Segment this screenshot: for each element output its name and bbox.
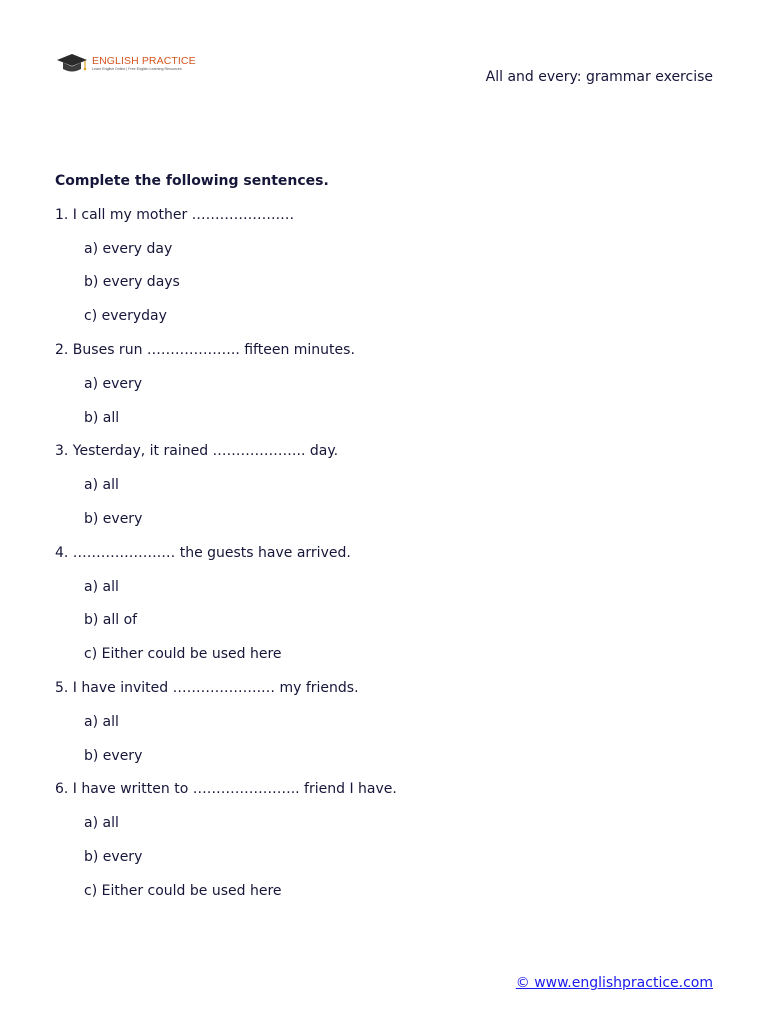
question-6 <box>55 780 715 915</box>
logo-name: ENGLISH PRACTICE <box>92 54 196 67</box>
question-3 <box>55 442 715 543</box>
question-prompt: 1. I call my mother ……………….… <box>55 206 295 223</box>
option-c: c) Either could be used here <box>84 882 282 899</box>
exercise <box>55 172 715 916</box>
footer-link[interactable]: © www.englishpractice.com <box>515 975 713 991</box>
question-prompt: 6. I have written to ………………….. friend I have. <box>55 781 397 798</box>
option-b: b) every <box>84 510 143 527</box>
option-a: a) all <box>84 578 119 595</box>
graduation-cap-icon <box>56 52 88 76</box>
question-prompt: 4. ……………….… the guests have arrived. <box>55 544 351 561</box>
option-b: b) all of <box>84 612 138 629</box>
logo-tagline: Learn English Online | Free English Learning Resources <box>92 67 182 72</box>
option-b: b) all <box>84 409 120 426</box>
option-a: a) every <box>84 375 143 392</box>
site-logo <box>56 52 196 76</box>
question-2 <box>55 341 715 442</box>
question-5 <box>55 679 715 780</box>
question-4 <box>55 544 715 679</box>
option-a: a) all <box>84 815 119 832</box>
question-prompt: 3. Yesterday, it rained ……………….. day. <box>55 443 339 460</box>
option-c: c) Either could be used here <box>84 646 282 663</box>
option-c: c) everyday <box>84 308 167 325</box>
option-b: b) every <box>84 848 143 865</box>
option-b: b) every <box>84 747 143 764</box>
instructions: Complete the following sentences. <box>55 173 329 189</box>
option-a: a) all <box>84 477 119 494</box>
question-prompt: 5. I have invited ……………….… my friends. <box>55 679 359 696</box>
option-b: b) every days <box>84 274 180 291</box>
option-a: a) all <box>84 713 119 730</box>
page-title: All and every: grammar exercise <box>485 69 713 85</box>
question-prompt: 2. Buses run ……………….. fifteen minutes. <box>55 341 355 358</box>
question-1 <box>55 206 715 341</box>
option-a: a) every day <box>84 240 173 257</box>
